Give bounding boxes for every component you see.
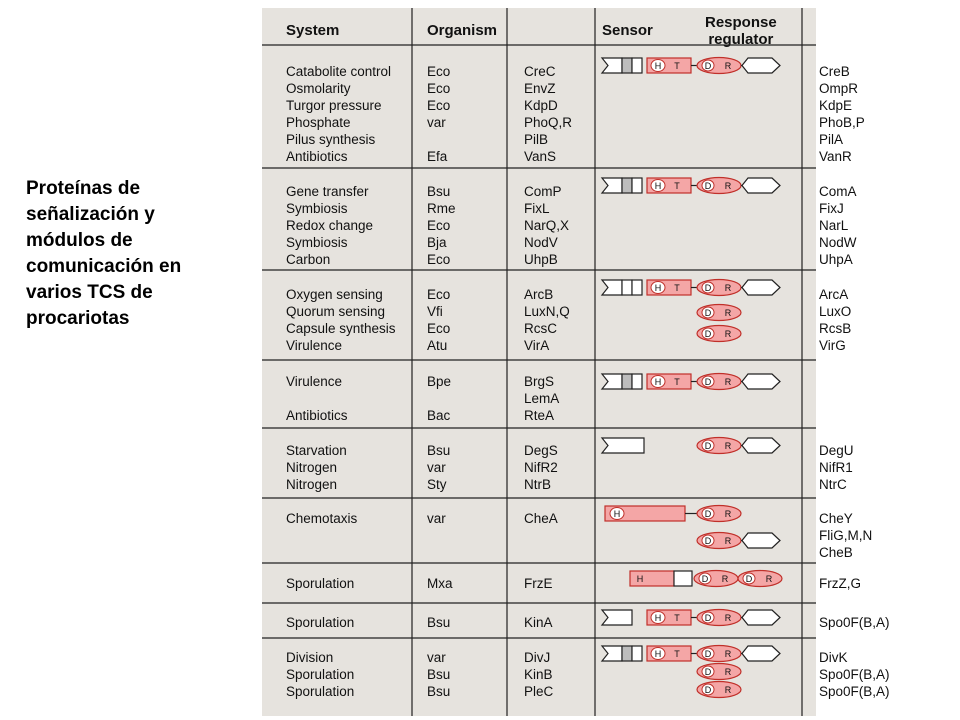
- cell-regulator: RcsB: [819, 321, 852, 336]
- histidine-label: H: [654, 61, 662, 71]
- cell-system: Virulence: [286, 338, 343, 353]
- aspartate-label: D: [704, 441, 712, 451]
- cell-regulator: VanR: [819, 149, 852, 164]
- receiver-label: R: [724, 613, 732, 623]
- cell-regulator: NifR1: [819, 460, 853, 475]
- cell-sensor: DegS: [524, 443, 558, 458]
- cell-system: Nitrogen: [286, 477, 338, 492]
- transmitter-label: T: [674, 181, 680, 191]
- cell-organism: Eco: [427, 321, 451, 336]
- cell-organism: Bsu: [427, 667, 451, 682]
- cell-organism: Eco: [427, 81, 451, 96]
- cell-organism: Atu: [427, 338, 448, 353]
- cell-sensor: DivJ: [524, 650, 551, 665]
- cell-system: Antibiotics: [286, 408, 348, 423]
- cell-regulator: NtrC: [819, 477, 847, 492]
- receiver-label: R: [724, 308, 732, 318]
- cell-system: Nitrogen: [286, 460, 338, 475]
- cell-system: Phosphate: [286, 115, 351, 130]
- transmitter-label: T: [674, 61, 680, 71]
- cell-system: Oxygen sensing: [286, 287, 383, 302]
- cell-sensor: KinA: [524, 615, 553, 630]
- cell-system: Symbiosis: [286, 235, 348, 250]
- cell-sensor: RcsC: [524, 321, 557, 336]
- receiver-label: R: [724, 536, 732, 546]
- cell-regulator: FrzZ,G: [819, 576, 861, 591]
- cell-sensor: CreC: [524, 64, 556, 79]
- histidine-label: H: [654, 283, 662, 293]
- transmitter-label: T: [674, 283, 680, 293]
- cell-sensor: NarQ,X: [524, 218, 570, 233]
- aspartate-label: D: [704, 329, 712, 339]
- cell-organism: Eco: [427, 218, 451, 233]
- cell-sensor: EnvZ: [524, 81, 556, 96]
- cell-system: Gene transfer: [286, 184, 369, 199]
- histidine-label: H: [636, 574, 644, 584]
- cell-regulator: FliG,M,N: [819, 528, 873, 543]
- cell-regulator: VirG: [819, 338, 846, 353]
- cell-regulator: Spo0F(B,A): [819, 684, 890, 699]
- cell-system: Chemotaxis: [286, 511, 358, 526]
- cell-regulator: LuxO: [819, 304, 852, 319]
- aspartate-label: D: [704, 61, 712, 71]
- cell-sensor: NtrB: [524, 477, 551, 492]
- cell-system: Capsule synthesis: [286, 321, 396, 336]
- cell-organism: Bsu: [427, 184, 451, 199]
- cell-system: Turgor pressure: [286, 98, 382, 113]
- histidine-label: H: [654, 649, 662, 659]
- cell-regulator: PilA: [819, 132, 844, 147]
- cell-sensor: UhpB: [524, 252, 558, 267]
- histidine-label: H: [613, 509, 621, 519]
- cell-sensor: FrzE: [524, 576, 553, 591]
- cell-sensor: LemA: [524, 391, 560, 406]
- cell-regulator: KdpE: [819, 98, 853, 113]
- cell-regulator: CheY: [819, 511, 853, 526]
- cell-sensor: KdpD: [524, 98, 558, 113]
- cell-organism: Bsu: [427, 615, 451, 630]
- tcs-table-figure: [262, 8, 890, 716]
- cell-sensor: LuxN,Q: [524, 304, 570, 319]
- cell-organism: Rme: [427, 201, 456, 216]
- cell-regulator: NarL: [819, 218, 849, 233]
- receiver-label: R: [724, 283, 732, 293]
- receiver-label: R: [724, 377, 732, 387]
- transmitter-label: T: [674, 377, 680, 387]
- cell-system: Sporulation: [286, 684, 355, 699]
- receiver-label: R: [724, 667, 732, 677]
- cell-regulator: CreB: [819, 64, 850, 79]
- cell-sensor: PhoQ,R: [524, 115, 573, 130]
- table-rows: [262, 8, 890, 716]
- cell-regulator: DegU: [819, 443, 854, 458]
- cell-regulator: FixJ: [819, 201, 844, 216]
- receiver-label: R: [724, 181, 732, 191]
- aspartate-label: D: [701, 574, 709, 584]
- cell-system: Carbon: [286, 252, 331, 267]
- cell-organism: Bsu: [427, 684, 451, 699]
- cell-organism: Bac: [427, 408, 451, 423]
- receiver-label: R: [724, 441, 732, 451]
- cell-organism: Efa: [427, 149, 448, 164]
- cell-system: Sporulation: [286, 576, 355, 591]
- cell-sensor: KinB: [524, 667, 553, 682]
- cell-system: Sporulation: [286, 615, 355, 630]
- cell-organism: Eco: [427, 252, 451, 267]
- cell-organism: Eco: [427, 64, 451, 79]
- cell-regulator: CheB: [819, 545, 853, 560]
- cell-system: Antibiotics: [286, 149, 348, 164]
- histidine-label: H: [654, 613, 662, 623]
- aspartate-label: D: [704, 613, 712, 623]
- cell-organism: Bsu: [427, 443, 451, 458]
- cell-sensor: ArcB: [524, 287, 554, 302]
- cell-organism: Vfi: [427, 304, 443, 319]
- cell-regulator: ArcA: [819, 287, 849, 302]
- cell-organism: Bpe: [427, 374, 452, 389]
- receiver-label: R: [724, 61, 732, 71]
- header-organism: Organism: [427, 22, 498, 39]
- cell-system: Starvation: [286, 443, 347, 458]
- cell-system: Pilus synthesis: [286, 132, 376, 147]
- cell-organism: Sty: [427, 477, 447, 492]
- cell-regulator: PhoB,P: [819, 115, 865, 130]
- aspartate-label: D: [704, 509, 712, 519]
- cell-organism: var: [427, 650, 446, 665]
- transmitter-label: T: [674, 649, 680, 659]
- cell-regulator: NodW: [819, 235, 857, 250]
- header-system: System: [286, 22, 340, 39]
- aspartate-label: D: [704, 536, 712, 546]
- aspartate-label: D: [704, 181, 712, 191]
- cell-organism: var: [427, 115, 446, 130]
- cell-sensor: VanS: [524, 149, 557, 164]
- cell-organism: Mxa: [427, 576, 453, 591]
- histidine-label: H: [654, 377, 662, 387]
- cell-sensor: PleC: [524, 684, 554, 699]
- cell-sensor: VirA: [524, 338, 550, 353]
- receiver-label: R: [765, 574, 773, 584]
- cell-sensor: ComP: [524, 184, 562, 199]
- header-response-regulator: Response regulator: [705, 14, 777, 48]
- transmitter-label: T: [674, 613, 680, 623]
- aspartate-label: D: [704, 667, 712, 677]
- cell-regulator: Spo0F(B,A): [819, 667, 890, 682]
- cell-sensor: PilB: [524, 132, 549, 147]
- histidine-label: H: [654, 181, 662, 191]
- receiver-label: R: [724, 649, 732, 659]
- cell-system: Symbiosis: [286, 201, 348, 216]
- receiver-label: R: [724, 509, 732, 519]
- cell-regulator: OmpR: [819, 81, 859, 96]
- cell-regulator: UhpA: [819, 252, 853, 267]
- cell-system: Division: [286, 650, 334, 665]
- aspartate-label: D: [704, 685, 712, 695]
- cell-regulator: ComA: [819, 184, 857, 199]
- aspartate-label: D: [704, 283, 712, 293]
- cell-system: Catabolite control: [286, 64, 392, 79]
- cell-sensor: BrgS: [524, 374, 555, 389]
- aspartate-label: D: [704, 649, 712, 659]
- aspartate-label: D: [704, 377, 712, 387]
- aspartate-label: D: [704, 308, 712, 318]
- cell-sensor: FixL: [524, 201, 550, 216]
- cell-organism: var: [427, 460, 446, 475]
- cell-system: Osmolarity: [286, 81, 351, 96]
- cell-sensor: RteA: [524, 408, 555, 423]
- cell-organism: Eco: [427, 98, 451, 113]
- cell-regulator: DivK: [819, 650, 848, 665]
- cell-sensor: NodV: [524, 235, 558, 250]
- cell-sensor: NifR2: [524, 460, 558, 475]
- cell-sensor: CheA: [524, 511, 558, 526]
- receiver-label: R: [721, 574, 729, 584]
- cell-system: Sporulation: [286, 667, 355, 682]
- cell-organism: var: [427, 511, 446, 526]
- cell-system: Quorum sensing: [286, 304, 386, 319]
- cell-organism: Eco: [427, 287, 451, 302]
- header-sensor: Sensor: [602, 22, 653, 39]
- cell-system: Virulence: [286, 374, 343, 389]
- aspartate-label: D: [745, 574, 753, 584]
- receiver-label: R: [724, 329, 732, 339]
- cell-system: Redox change: [286, 218, 374, 233]
- receiver-label: R: [724, 685, 732, 695]
- cell-regulator: Spo0F(B,A): [819, 615, 890, 630]
- cell-organism: Bja: [427, 235, 447, 250]
- slide-caption: Proteínas de señalización y módulos de comunicación en varios TCS de procariotas: [26, 178, 182, 329]
